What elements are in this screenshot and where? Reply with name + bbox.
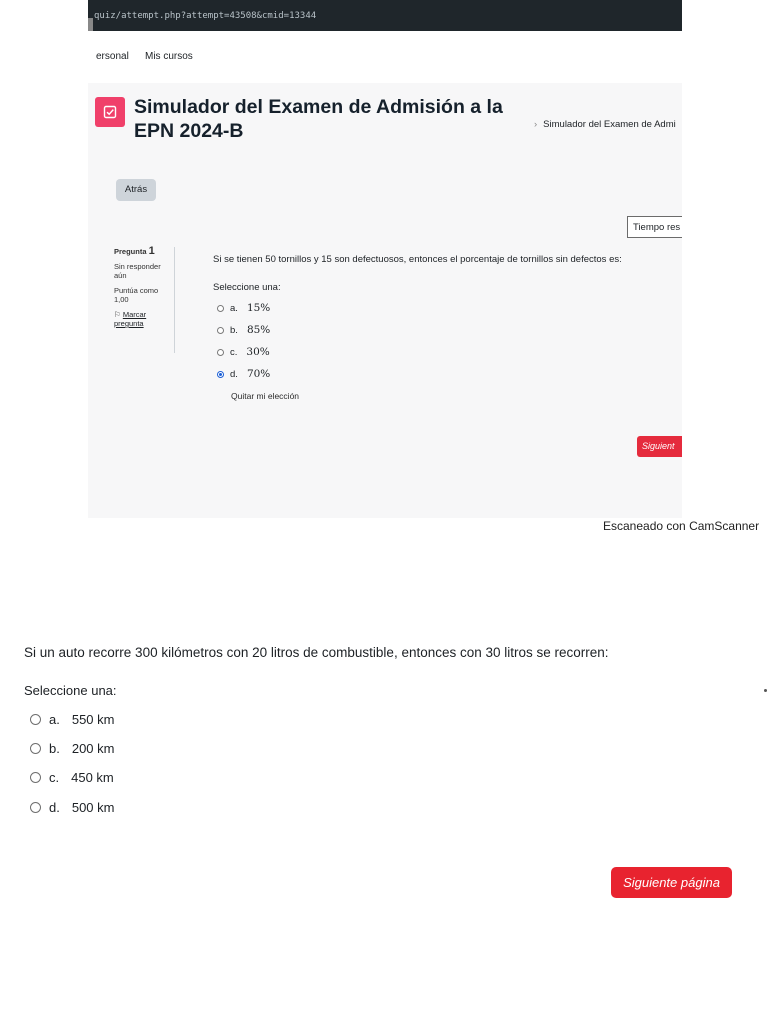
option-letter: a. <box>49 712 60 727</box>
question-info-panel <box>114 247 175 353</box>
option-value: 200 km <box>71 741 115 756</box>
option-letter: c. <box>230 346 238 358</box>
option-value: 85% <box>246 324 271 336</box>
option-value: 70% <box>246 368 271 380</box>
option-letter: b. <box>49 741 60 756</box>
timer-box[interactable]: Tiempo res <box>627 216 682 238</box>
nav-mis-cursos[interactable]: Mis cursos <box>145 51 193 62</box>
option-letter: d. <box>49 800 60 815</box>
radio-button[interactable] <box>30 743 41 754</box>
back-button[interactable]: Atrás <box>116 179 156 201</box>
option-letter: d. <box>230 368 238 380</box>
page-title: Simulador del Examen de Admisión a la EPN 2024-B <box>134 96 503 142</box>
top-navbar <box>88 31 682 83</box>
question1-option-b[interactable] <box>217 324 270 336</box>
breadcrumb[interactable] <box>534 119 676 130</box>
radio-button-selected[interactable] <box>217 371 224 378</box>
scanned-screenshot <box>88 0 682 518</box>
question-score: Puntúa como 1,00 <box>114 286 159 304</box>
breadcrumb-label: Simulador del Examen de Admi <box>543 119 676 130</box>
edge-dot <box>764 689 767 692</box>
quiz-icon <box>95 97 125 127</box>
question1-text: Si se tienen 50 tornillos y 15 son defectuosos, entonces el porcentaje de tornillos sin defectos es: <box>213 254 622 265</box>
radio-button[interactable] <box>30 772 41 783</box>
question2-option-a[interactable] <box>30 712 114 727</box>
option-value: 30% <box>246 346 270 358</box>
question-number-value: 1 <box>148 245 155 257</box>
question-number <box>114 247 174 256</box>
question2-text: Si un auto recorre 300 kilómetros con 20 litros de combustible, entonces con 30 litros se recorren: <box>24 645 609 660</box>
question1-option-d[interactable] <box>217 368 270 380</box>
flag-question-link[interactable] <box>114 310 174 328</box>
question2-option-d[interactable] <box>30 800 114 815</box>
question1-prompt: Seleccione una: <box>213 282 281 293</box>
radio-button[interactable] <box>217 349 224 356</box>
option-value: 550 km <box>71 712 115 727</box>
chevron-right-icon: › <box>534 119 538 130</box>
flag-icon: ⚐ <box>114 310 121 319</box>
question2-option-b[interactable] <box>30 741 114 756</box>
next-button-small[interactable]: Siguient <box>637 436 682 457</box>
question2-option-c[interactable] <box>30 770 114 785</box>
option-letter: a. <box>230 302 238 314</box>
question-status: Sin responder aún <box>114 262 161 280</box>
scan-watermark: Escaneado con CamScanner <box>603 519 760 533</box>
question1-option-a[interactable] <box>217 302 270 314</box>
option-letter: b. <box>230 324 238 336</box>
nav-personal[interactable]: ersonal <box>96 51 129 62</box>
option-value: 450 km <box>71 770 114 785</box>
radio-button[interactable] <box>30 714 41 725</box>
url-text: quiz/attempt.php?attempt=43508&cmid=13344 <box>94 11 317 21</box>
text-cursor <box>88 18 93 32</box>
radio-button[interactable] <box>217 327 224 334</box>
option-value: 15% <box>246 302 271 314</box>
flag-label: Marcar pregunta <box>114 310 147 328</box>
next-page-button[interactable]: Siguiente página <box>611 867 732 898</box>
question2-prompt: Seleccione una: <box>24 683 117 698</box>
page-header <box>88 83 682 158</box>
question-label: Pregunta <box>114 247 147 256</box>
browser-url-bar[interactable] <box>88 0 682 31</box>
option-value: 500 km <box>71 800 115 815</box>
option-letter: c. <box>49 770 60 785</box>
clear-choice-link[interactable]: Quitar mi elección <box>231 391 300 401</box>
question1-option-c[interactable] <box>217 346 270 358</box>
radio-button[interactable] <box>217 305 224 312</box>
radio-button[interactable] <box>30 802 41 813</box>
